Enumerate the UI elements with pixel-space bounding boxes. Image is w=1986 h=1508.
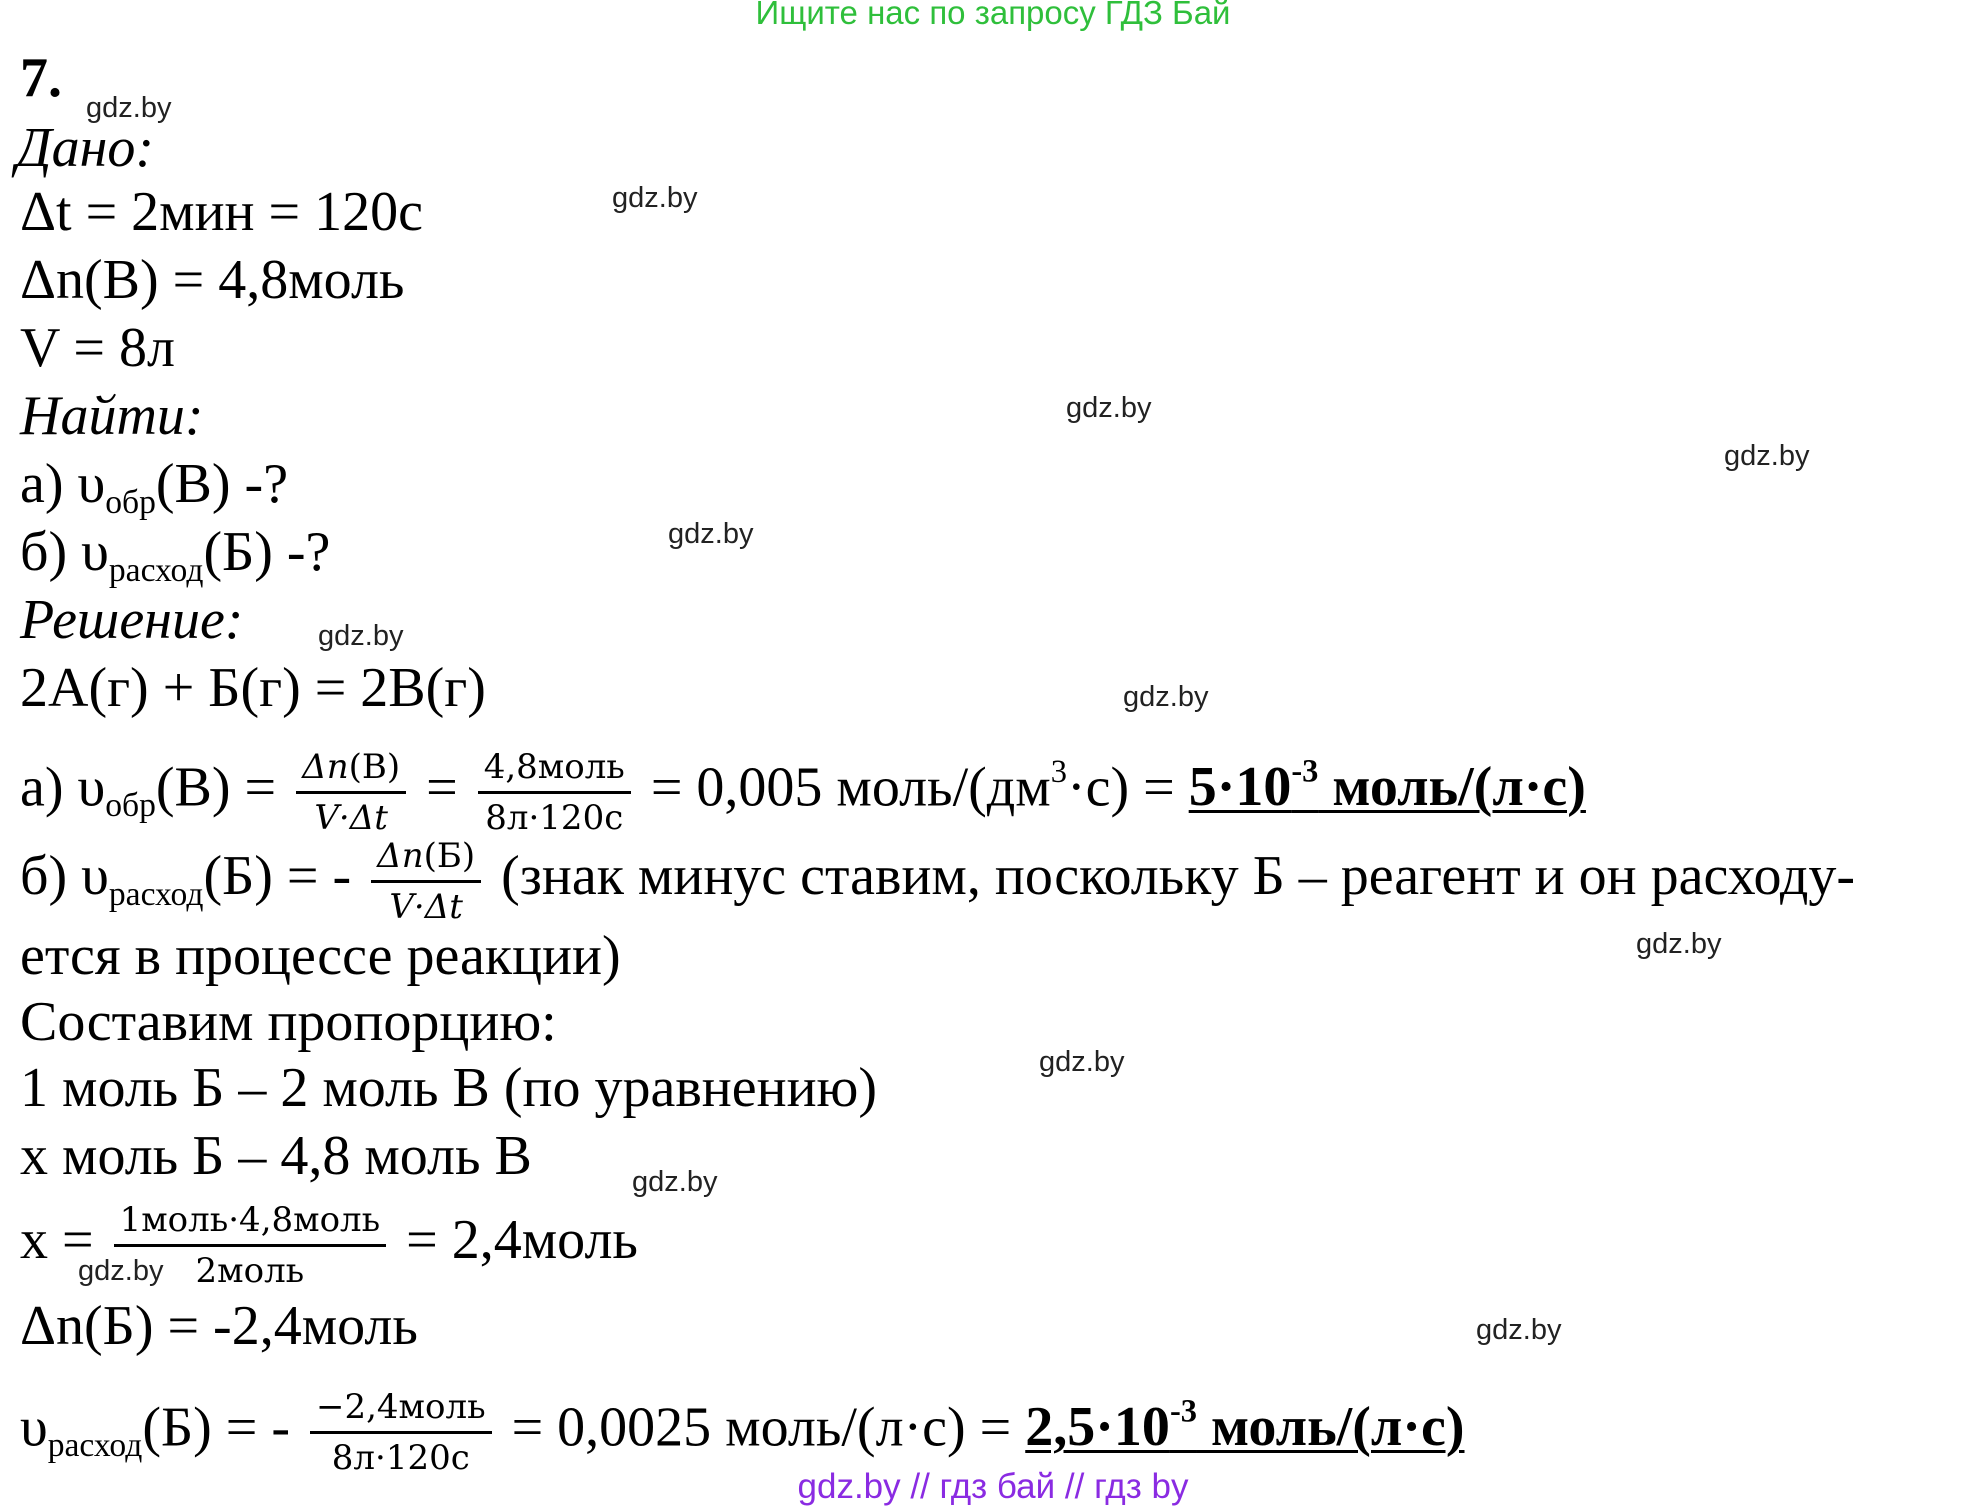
footer-banner: gdz.by // гдз бай // гдз by [797,1467,1189,1506]
answer-final: $2,5\cdot 10^{-3}$ моль/(л·с) [1025,1394,1465,1459]
fraction: $\frac{\text{−2,4моль}}{8л\cdot 120с}$ [310,1383,492,1482]
given-heading: Дано: [16,117,155,179]
watermark: gdz.by [1066,392,1152,424]
fraction: $\frac{\text{1моль·4,8моль}}{\text{2моль}}$ [114,1196,387,1295]
reaction-equation: 2А(г) + Б(г) = 2В(г) [20,657,486,719]
final-calculation: $\upsilon_{расход}(Б)$ = - $\frac{\text{−2,4моль}}{8л\cdot 120с}$ = 0,0025 моль/(л·с) = $2,5\cdot 10^{-3}$ моль/(л·с) [20,1362,1465,1496]
watermark: gdz.by [632,1166,718,1198]
given-line: Δn(В) = 4,8моль [20,249,405,311]
proportion-line: 1 моль Б – 2 моль В (по уравнению) [20,1057,878,1119]
watermark: gdz.by [1123,681,1209,713]
watermark: gdz.by [86,92,172,124]
watermark: gdz.by [1476,1314,1562,1346]
header-banner: Ищите нас по запросу ГДЗ Бай [755,0,1231,31]
answer-a: $5\cdot 10^{-3}$ моль/(л·с) [1188,754,1586,819]
solution-line-a: а) $\upsilon_{обр}(В)$ = $\frac{\Delta n(В)}{V\cdot\Delta t}$ = $\frac{\text{4,8моль}}{8л\cdot 120с}$ = 0,005 моль/$(дм^3\cdot с) = 5\cdot 10^{-3}$ моль/(л·с) [20,722,1586,856]
proportion-line: х моль Б – 4,8 моль В [20,1125,532,1187]
fraction: $\frac{\text{4,8моль}}{8л\cdot 120с}$ [478,743,631,842]
solution-heading: Решение: [20,589,244,651]
watermark: gdz.by [668,518,754,550]
solution-line-b-continued: ется в процессе реакции) [20,925,621,987]
x-calculation: х = $\frac{\text{1моль·4,8моль}}{\text{2моль}}$ = 2,4моль [20,1190,638,1295]
solution-line-b: б) $\upsilon_{расход}(Б)$ = - $\frac{\Delta n(Б)}{V\cdot\Delta t}$ (знак минус ставим, поскольку Б – реагент и он расходу- [20,826,1855,945]
problem-number: 7. [20,47,62,109]
given-line: V = 8л [20,317,175,379]
watermark: gdz.by [318,620,404,652]
fraction: $\frac{\Delta n(В)}{V\cdot\Delta t}$ [296,743,406,842]
proportion-heading: Составим пропорцию: [20,991,557,1053]
watermark: gdz.by [78,1255,164,1287]
watermark: gdz.by [1039,1046,1125,1078]
find-heading: Найти: [20,385,204,447]
watermark: gdz.by [612,182,698,214]
find-item-b: б) $\upsilon_{расход}(Б)$ -? [20,521,331,589]
delta-n-b: Δn(Б) = -2,4моль [20,1295,418,1357]
fraction: $\frac{\Delta n(Б)}{V\cdot\Delta t}$ [371,832,481,931]
find-item-a: а) $\upsilon_{обр}(В)$ -? [20,453,289,521]
watermark: gdz.by [1636,928,1722,960]
watermark: gdz.by [1724,440,1810,472]
given-line: Δt = 2мин = 120с [20,181,423,243]
